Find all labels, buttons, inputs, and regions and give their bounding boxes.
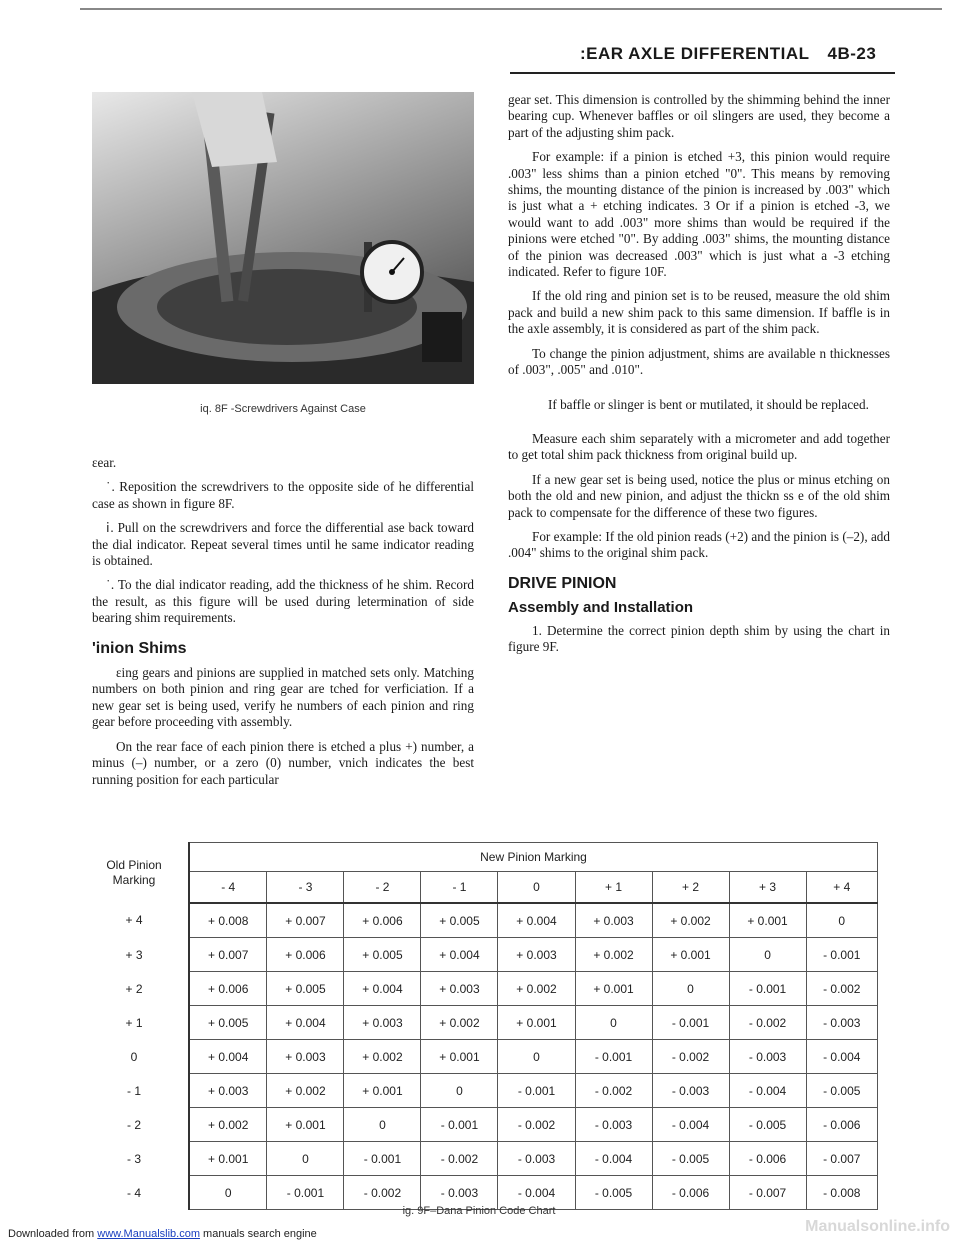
- paragraph: If the old ring and pinion set is to be reused, measure the old shim pack and build a new shim pack to this same dimension. If baffle is in the axle assembly, it is considered as part of the shim pack.: [508, 288, 890, 337]
- shim-value-cell: - 0.004: [575, 1142, 652, 1176]
- page-header: [580, 44, 890, 68]
- shim-value-cell: + 0.001: [575, 972, 652, 1006]
- shim-value-cell: + 0.006: [344, 903, 421, 938]
- shim-value-cell: - 0.001: [806, 938, 877, 972]
- column-header: + 2: [652, 872, 729, 904]
- paragraph: ɛear.: [92, 455, 117, 470]
- shim-value-cell: - 0.002: [498, 1108, 575, 1142]
- shim-value-cell: + 0.001: [267, 1108, 344, 1142]
- shim-value-cell: - 0.003: [421, 1176, 498, 1210]
- shim-value-cell: 0: [652, 972, 729, 1006]
- shim-value-cell: 0: [189, 1176, 267, 1210]
- shim-value-cell: + 0.003: [189, 1074, 267, 1108]
- shim-value-cell: + 0.002: [267, 1074, 344, 1108]
- shim-value-cell: 0: [344, 1108, 421, 1142]
- manualslib-link[interactable]: www.Manualslib.com: [97, 1228, 200, 1240]
- old-marking-cell: - 3: [80, 1142, 189, 1176]
- paragraph: gear set. This dimension is controlled by the shimming behind the inner bearing cup. Whenever baffles or oil slingers are used, they become a part of the adjusting shim pack.: [508, 92, 890, 140]
- table-row: [80, 903, 878, 938]
- shim-value-cell: + 0.004: [267, 1006, 344, 1040]
- old-marking-cell: - 2: [80, 1108, 189, 1142]
- shim-value-cell: - 0.005: [652, 1142, 729, 1176]
- shim-value-cell: + 0.003: [267, 1040, 344, 1074]
- shim-value-cell: + 0.002: [421, 1006, 498, 1040]
- pinion-code-chart: [80, 842, 878, 1210]
- shim-value-cell: - 0.003: [729, 1040, 806, 1074]
- watermark: Manualsonline.info: [805, 1218, 950, 1235]
- table-row: [80, 1006, 878, 1040]
- column-header: - 3: [267, 872, 344, 904]
- figure-photo: [92, 92, 474, 384]
- column-header: + 1: [575, 872, 652, 904]
- shim-value-cell: - 0.001: [652, 1006, 729, 1040]
- shim-value-cell: 0: [267, 1142, 344, 1176]
- page-number: 4B-23: [827, 44, 877, 63]
- shim-value-cell: 0: [498, 1040, 575, 1074]
- old-marking-cell: 0: [80, 1040, 189, 1074]
- shim-value-cell: - 0.001: [575, 1040, 652, 1074]
- table-body: [80, 903, 878, 1210]
- old-marking-cell: + 4: [80, 903, 189, 938]
- table-row: [80, 1108, 878, 1142]
- old-marking-cell: + 1: [80, 1006, 189, 1040]
- shim-value-cell: + 0.001: [189, 1142, 267, 1176]
- shim-value-cell: - 0.002: [344, 1176, 421, 1210]
- pinion-shims-heading: 'inion Shims: [92, 639, 187, 657]
- download-note: [8, 1228, 317, 1240]
- paragraph: For example: if a pinion is etched +3, this pinion would require .003" less shims than a pinion etched "0". This means by removing shims, the mounting distance of the pinion is increased by .003" which is just what a + etching indicates. 3 Or if a pinion is etched -3, we would want to add .003" more shims than would be required if the pinions were etched "0". By adding .003" shims, the mounting distance of the pinion was decreased .003" which is just what a -3 etching indicated. Refer to figure 10F.: [508, 149, 890, 280]
- shim-value-cell: - 0.001: [421, 1108, 498, 1142]
- old-marking-cell: - 1: [80, 1074, 189, 1108]
- shim-value-cell: + 0.005: [421, 903, 498, 938]
- shim-value-cell: - 0.003: [806, 1006, 877, 1040]
- shim-value-cell: + 0.004: [344, 972, 421, 1006]
- shim-value-cell: + 0.001: [498, 1006, 575, 1040]
- column-header: - 2: [344, 872, 421, 904]
- section-title: :EAR AXLE DIFFERENTIAL: [580, 44, 810, 63]
- old-marking-cell: - 4: [80, 1176, 189, 1210]
- table-header-row: [80, 843, 878, 872]
- paragraph: Measure each shim separately with a micrometer and add together to get total shim pack thickness from original build up.: [508, 430, 890, 463]
- column-header: + 4: [806, 872, 877, 904]
- right-column: [508, 92, 890, 663]
- assembly-heading: Assembly and Installation: [508, 599, 694, 617]
- old-marking-line2: Marking: [112, 872, 156, 887]
- left-column: [92, 455, 474, 796]
- column-header: - 1: [421, 872, 498, 904]
- shim-value-cell: + 0.001: [344, 1074, 421, 1108]
- shim-value-cell: - 0.006: [806, 1108, 877, 1142]
- shim-value-cell: + 0.005: [189, 1006, 267, 1040]
- paragraph: If a new gear set is being used, notice the plus or minus etching on both the old and new pinion, and adjust the thickn ss e of the old shim pack to compensate for the difference of these two figures.: [508, 471, 890, 520]
- paragraph: ⅰ. Pull on the screwdrivers and force the differential ase back toward the dial indicator. Repeat several times until he same indicator reading is obtained.: [92, 520, 474, 569]
- screwdrivers-photo: [92, 92, 474, 384]
- shim-value-cell: - 0.002: [729, 1006, 806, 1040]
- shim-value-cell: - 0.008: [806, 1176, 877, 1210]
- shim-value-cell: + 0.002: [575, 938, 652, 972]
- shim-value-cell: + 0.005: [344, 938, 421, 972]
- shim-value-cell: + 0.006: [267, 938, 344, 972]
- new-marking-header: New Pinion Marking: [189, 843, 878, 872]
- paragraph: For example: If the old pinion reads (+2) and the pinion is (–2), add .004" shims to the original shim pack.: [508, 528, 890, 561]
- shim-value-cell: + 0.008: [189, 903, 267, 938]
- old-marking-line1: Old Pinion: [106, 857, 162, 872]
- shim-value-cell: - 0.005: [575, 1176, 652, 1210]
- shim-value-cell: + 0.003: [344, 1006, 421, 1040]
- shim-value-cell: + 0.007: [189, 938, 267, 972]
- shim-value-cell: - 0.002: [806, 972, 877, 1006]
- shim-value-cell: - 0.007: [729, 1176, 806, 1210]
- shim-value-cell: - 0.001: [267, 1176, 344, 1210]
- column-header: 0: [498, 872, 575, 904]
- footer-prefix: Downloaded from: [8, 1228, 98, 1240]
- note-paragraph: If baffle or slinger is bent or mutilated, it should be replaced.: [548, 396, 869, 412]
- table-caption: ig. 9F–Dana Pinion Code Chart: [402, 1205, 556, 1217]
- shim-value-cell: 0: [421, 1074, 498, 1108]
- shim-value-cell: + 0.003: [421, 972, 498, 1006]
- old-marking-cell: + 2: [80, 972, 189, 1006]
- shim-value-cell: - 0.003: [575, 1108, 652, 1142]
- shim-value-cell: - 0.005: [806, 1074, 877, 1108]
- drive-pinion-heading: DRIVE PINION: [508, 574, 617, 592]
- paragraph: ˙. Reposition the screwdrivers to the opposite side of he differential case as shown in figure 8F.: [92, 479, 474, 511]
- top-scan-line: [80, 8, 942, 10]
- table-row: [80, 1142, 878, 1176]
- shim-value-cell: - 0.002: [421, 1142, 498, 1176]
- shim-value-cell: - 0.005: [729, 1108, 806, 1142]
- column-header: + 3: [729, 872, 806, 904]
- shim-value-cell: 0: [729, 938, 806, 972]
- shim-value-cell: + 0.005: [267, 972, 344, 1006]
- paragraph: ɛing gears and pinions are supplied in matched sets only. Matching numbers on both pinion and ring gear are tched for verficiation. If a new gear set is being used, verify he numbers of each pinion and ring gear before proceeding vith assembly.: [92, 665, 474, 730]
- shim-value-cell: + 0.001: [421, 1040, 498, 1074]
- paragraph: 1. Determine the correct pinion depth shim by using the chart in figure 9F.: [508, 622, 890, 654]
- shim-value-cell: - 0.003: [652, 1074, 729, 1108]
- shim-value-cell: + 0.002: [344, 1040, 421, 1074]
- shim-value-cell: - 0.001: [729, 972, 806, 1006]
- shim-value-cell: + 0.006: [189, 972, 267, 1006]
- shim-value-cell: + 0.001: [652, 938, 729, 972]
- paragraph: On the rear face of each pinion there is etched a plus +) number, a minus (–) number, or a zero (0) number, vnich indicates the best running position for each particular: [92, 738, 474, 787]
- shim-value-cell: - 0.001: [498, 1074, 575, 1108]
- header-rule: [510, 72, 895, 74]
- shim-value-cell: + 0.007: [267, 903, 344, 938]
- page-footer: [0, 1218, 960, 1242]
- column-header: - 4: [189, 872, 267, 904]
- shim-value-cell: + 0.002: [652, 903, 729, 938]
- table-row: [80, 1074, 878, 1108]
- shim-value-cell: + 0.004: [421, 938, 498, 972]
- table-row: [80, 972, 878, 1006]
- shim-value-cell: + 0.004: [498, 903, 575, 938]
- figure-caption: iq. 8F -Screwdrivers Against Case: [200, 403, 366, 415]
- shim-value-cell: - 0.004: [806, 1040, 877, 1074]
- shim-value-cell: - 0.004: [729, 1074, 806, 1108]
- shim-value-cell: - 0.003: [498, 1142, 575, 1176]
- footer-suffix: manuals search engine: [199, 1228, 317, 1240]
- old-marking-cell: + 3: [80, 938, 189, 972]
- shim-value-cell: - 0.004: [498, 1176, 575, 1210]
- shim-value-cell: 0: [575, 1006, 652, 1040]
- shim-value-cell: - 0.006: [652, 1176, 729, 1210]
- table-row: [80, 938, 878, 972]
- shim-value-cell: + 0.001: [729, 903, 806, 938]
- shim-value-cell: - 0.002: [575, 1074, 652, 1108]
- table-column-headers: [80, 872, 878, 904]
- shim-value-cell: + 0.002: [498, 972, 575, 1006]
- shim-value-cell: - 0.002: [652, 1040, 729, 1074]
- paragraph: ˙. To the dial indicator reading, add the thickness of he shim. Record the result, as this figure will be used during letermination of side bearing shim requirements.: [92, 577, 474, 626]
- old-marking-header: [80, 843, 189, 904]
- shim-value-cell: - 0.006: [729, 1142, 806, 1176]
- shim-value-cell: - 0.007: [806, 1142, 877, 1176]
- shim-value-cell: + 0.002: [189, 1108, 267, 1142]
- shim-value-cell: - 0.004: [652, 1108, 729, 1142]
- table-row: [80, 1040, 878, 1074]
- shim-value-cell: + 0.003: [498, 938, 575, 972]
- shim-value-cell: - 0.001: [344, 1142, 421, 1176]
- shim-value-cell: 0: [806, 903, 877, 938]
- paragraph: To change the pinion adjustment, shims are available n thicknesses of .003", .005" and .010".: [508, 345, 890, 378]
- shim-value-cell: + 0.003: [575, 903, 652, 938]
- shim-value-cell: + 0.004: [189, 1040, 267, 1074]
